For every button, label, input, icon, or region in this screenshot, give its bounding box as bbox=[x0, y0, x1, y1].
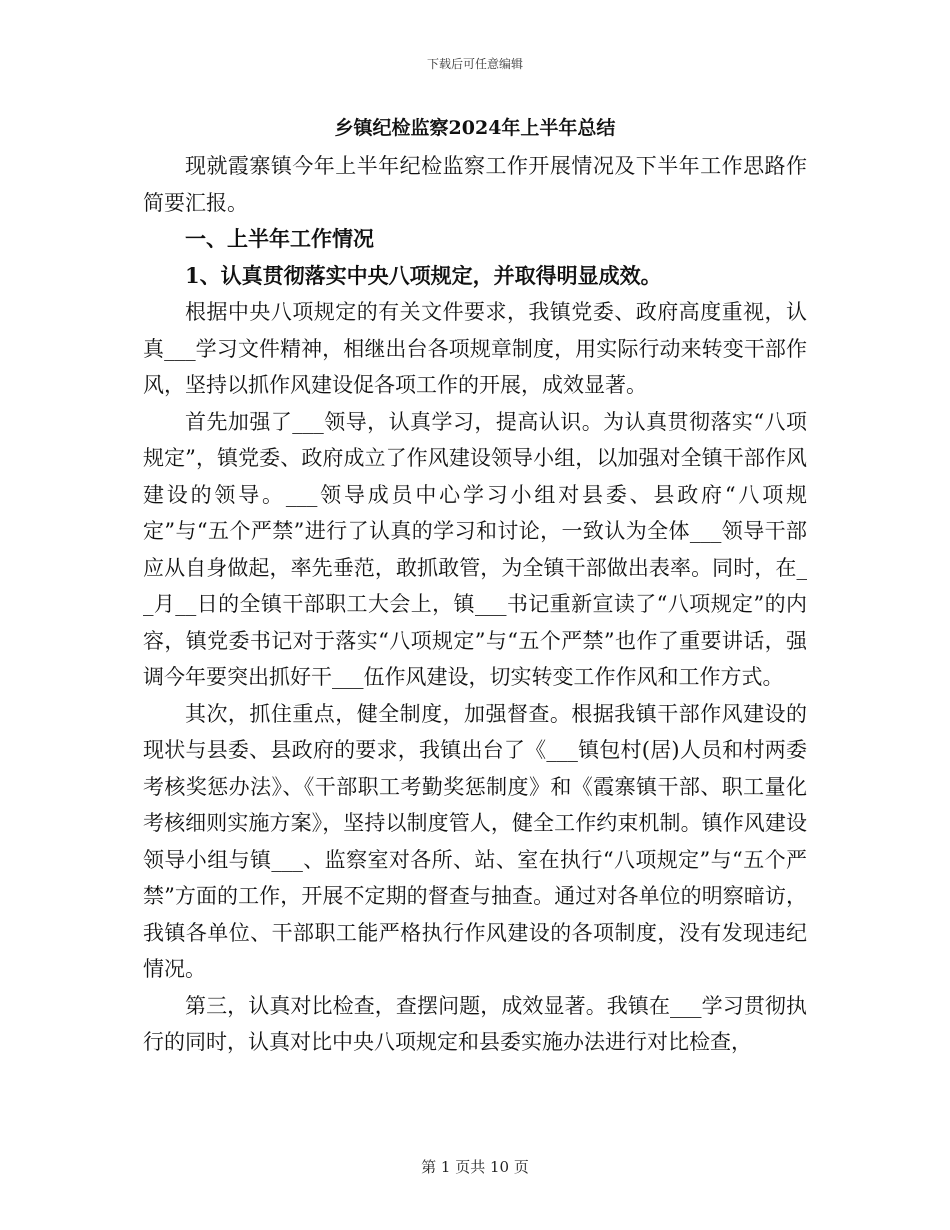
page-number: 第 1 页共 10 页 bbox=[421, 1158, 529, 1176]
body-paragraph: 根据中央八项规定的有关文件要求，我镇党委、政府高度重视，认真___学习文件精神，相继出台各项规章制度，用实际行动来转变干部作风，坚持以抓作风建设促各项工作的开展，成效显著。 bbox=[143, 300, 807, 397]
document-body bbox=[143, 108, 807, 1061]
body-paragraph: 首先加强了___领导，认真学习，提高认识。为认真贯彻落实“八项规定”，镇党委、政府成立了作风建设领导小组，以加强对全镇干部作风建设的领导。___领导成员中心学习小组对县委、县政府“八项规定”与“五个严禁”进行了认真的学习和讨论，一致认为全体___领导干部应从自身做起，率先垂范，敢抓敢管，为全镇干部做出表率。同时，在__月__日的全镇干部职工大会上，镇___书记重新宣读了“八项规定”的内容，镇党委书记对于落实“八项规定”与“五个严禁”也作了重要讲话，强调今年要突出抓好干___伍作风建设，切实转变工作作风和工作方式。 bbox=[143, 409, 807, 689]
header-note: 下载后可任意编辑 bbox=[426, 57, 523, 71]
body-paragraph: 第三，认真对比检查，查摆问题，成效显著。我镇在___学习贯彻执行的同时，认真对比中央八项规定和县委实施办法进行对比检查， bbox=[143, 993, 807, 1054]
body-paragraph: 现就霞寨镇今年上半年纪检监察工作开展情况及下半年工作思路作简要汇报。 bbox=[143, 154, 807, 215]
section-heading: 1、认真贯彻落实中央八项规定，并取得明显成效。 bbox=[185, 262, 662, 288]
document-title: 乡镇纪检监察2024年上半年总结 bbox=[334, 117, 616, 139]
section-heading: 一、上半年工作情况 bbox=[185, 226, 374, 251]
document-paragraphs bbox=[143, 148, 807, 1061]
body-paragraph: 其次，抓住重点，健全制度，加强督查。根据我镇干部作风建设的现状与县委、县政府的要求，我镇出台了《___镇包村(居)人员和村两委考核奖惩办法》、《干部职工考勤奖惩制度》和《霞寨镇干部、职工量化考核细则实施方案》，坚持以制度管人，健全工作约束机制。镇作风建设领导小组与镇___、监察室对各所、站、室在执行“八项规定”与“五个严禁”方面的工作，开展不定期的督查与抽查。通过对各单位的明察暗访，我镇各单位、干部职工能严格执行作风建设的各项制度，没有发现违纪情况。 bbox=[143, 701, 807, 981]
